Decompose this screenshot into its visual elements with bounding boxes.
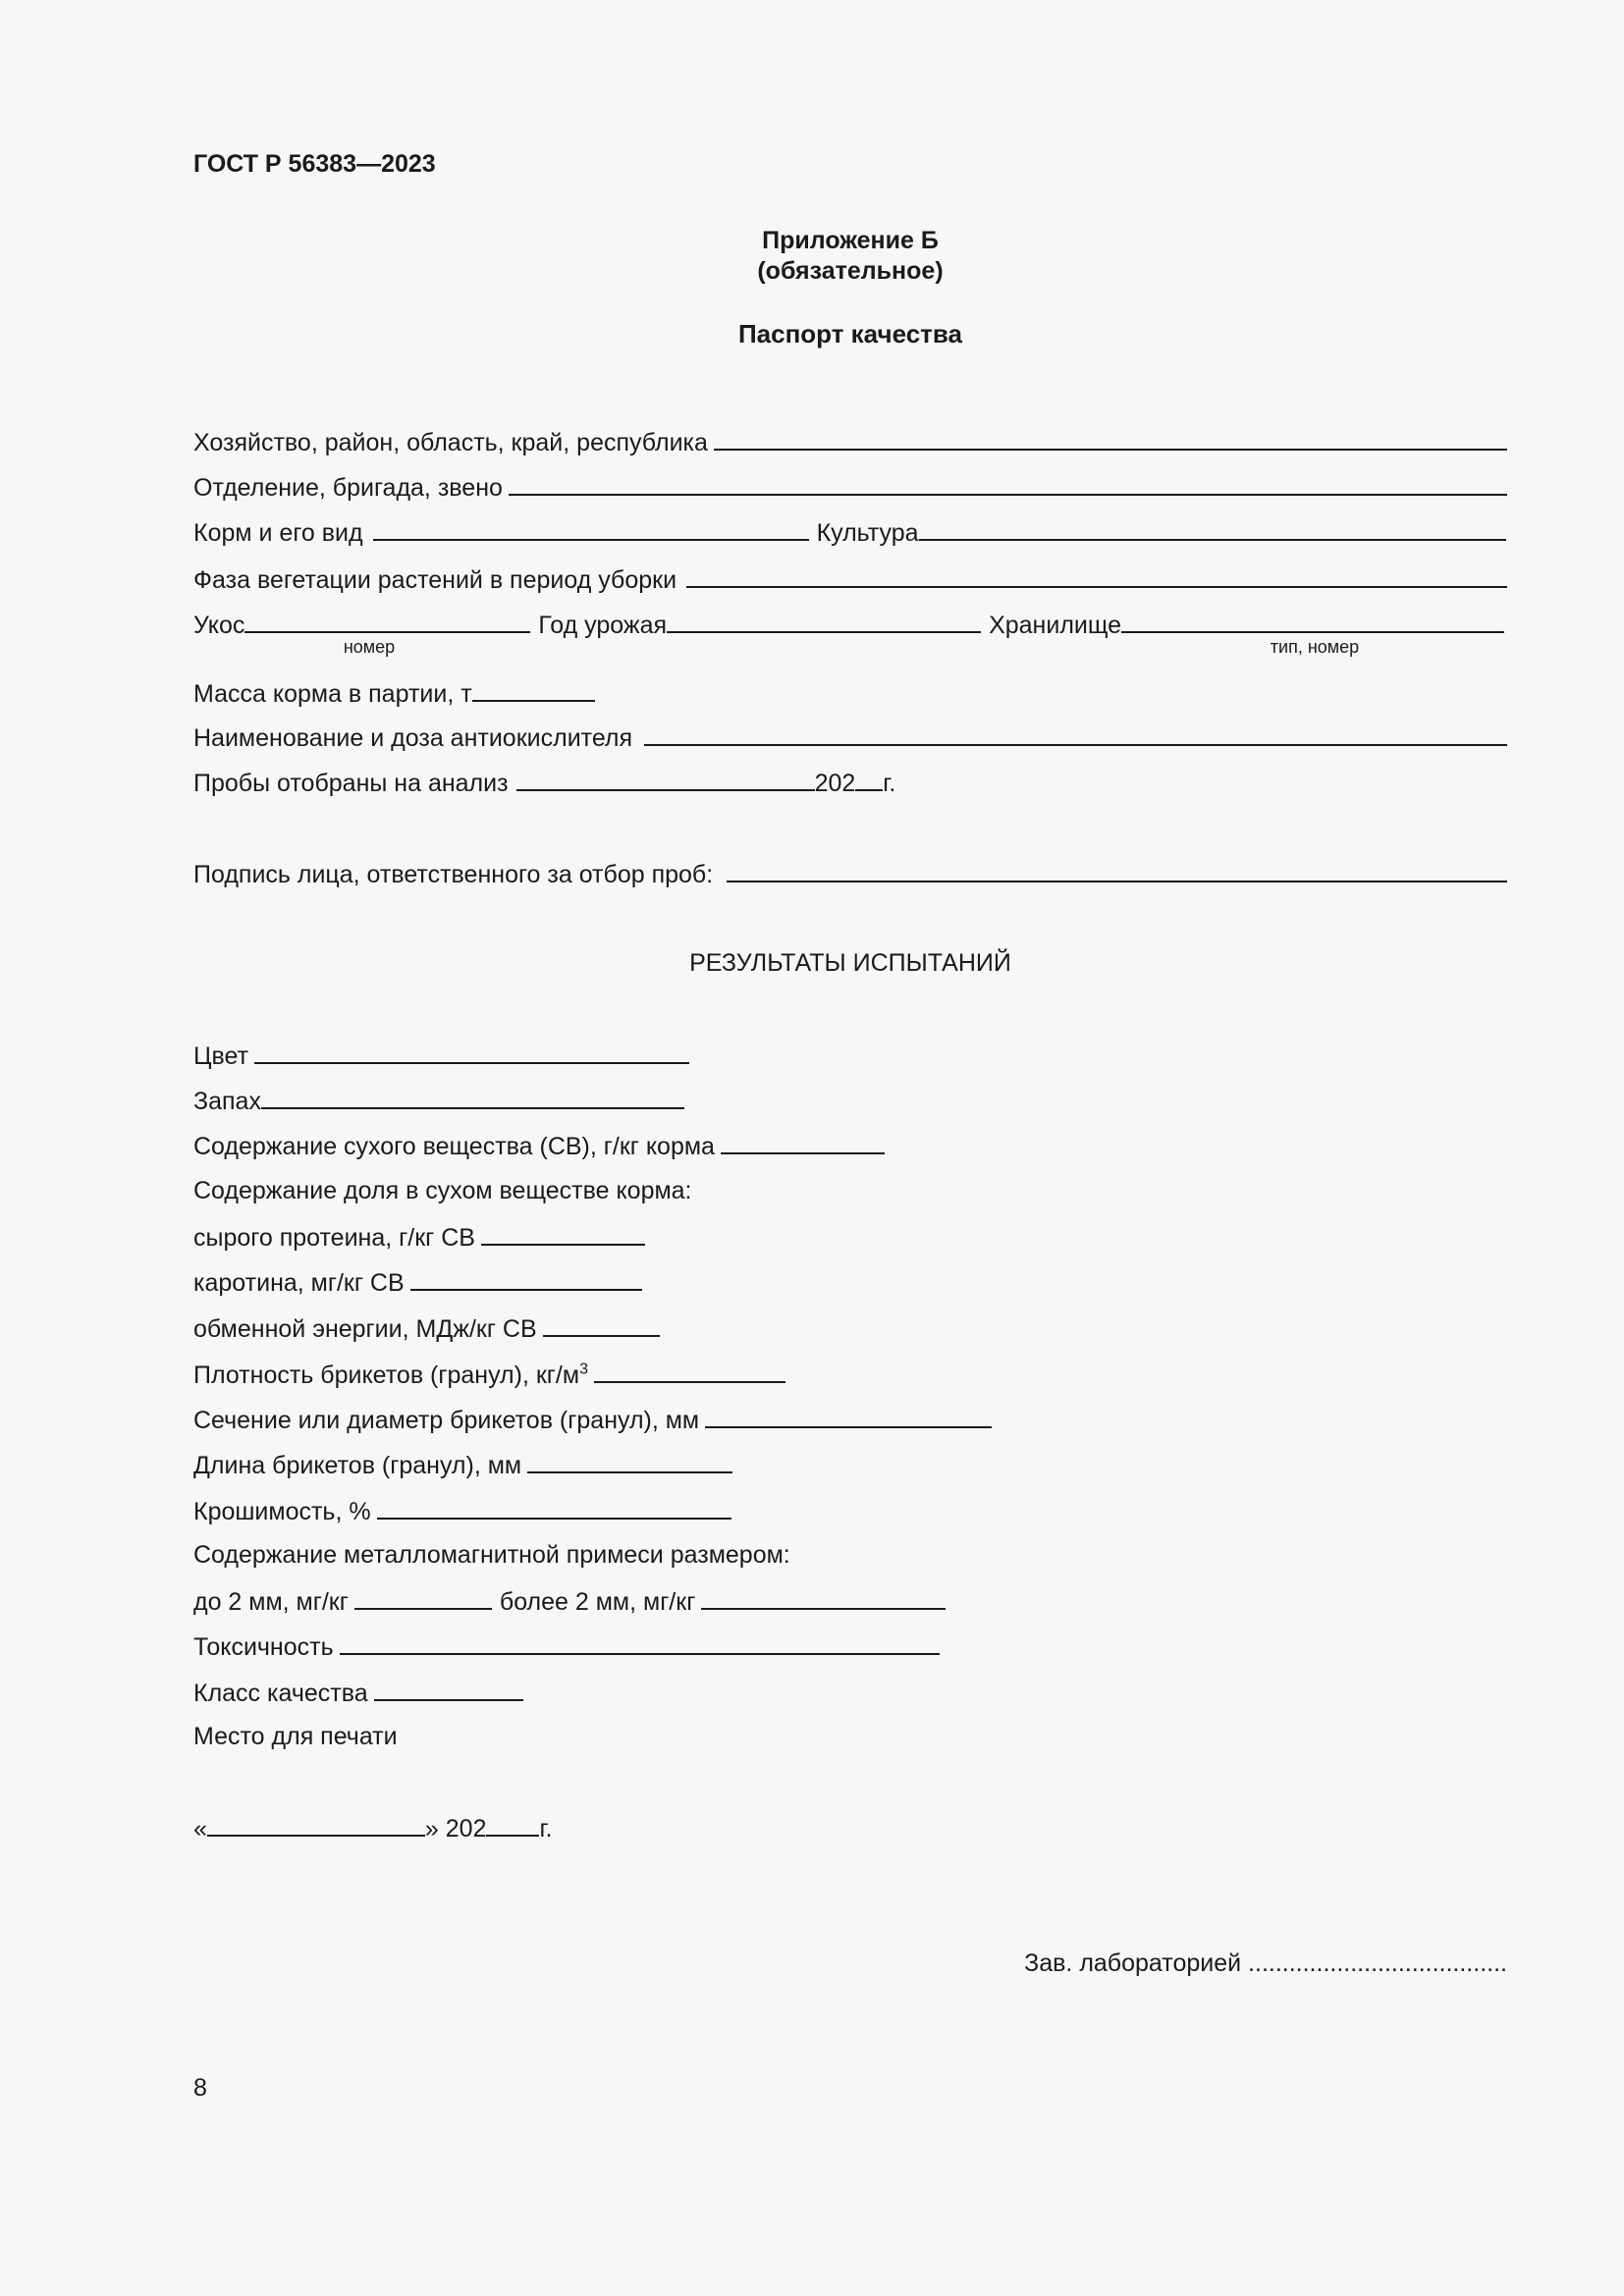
document-title: Паспорт качества [737, 319, 963, 348]
cut-label: Укос [193, 612, 245, 639]
division-input[interactable] [509, 468, 1507, 496]
samples-year-suffix: г. [883, 770, 896, 797]
farm-label: Хозяйство, район, область, край, республика [193, 429, 708, 456]
length-input[interactable] [527, 1446, 732, 1473]
energy-label: обменной энергии, МДж/кг СВ [193, 1315, 537, 1343]
section-field [193, 1401, 992, 1436]
page-number: 8 [193, 2074, 207, 2102]
color-label: Цвет [193, 1042, 249, 1070]
carotene-input[interactable] [410, 1263, 642, 1291]
year-input[interactable] [667, 606, 981, 633]
protein-label: сырого протеина, г/кг СВ [193, 1224, 475, 1252]
energy-field [193, 1309, 660, 1345]
crumbling-input[interactable] [377, 1492, 731, 1520]
energy-input[interactable] [543, 1309, 660, 1337]
toxicity-field [193, 1628, 940, 1663]
crop-input[interactable] [919, 513, 1506, 541]
farm-input[interactable] [714, 423, 1507, 451]
smell-label: Запах [193, 1088, 261, 1115]
toxicity-input[interactable] [340, 1628, 940, 1655]
standard-number: ГОСТ Р 56383—2023 [193, 150, 436, 178]
crop-label: Культура [816, 519, 919, 547]
protein-input[interactable] [481, 1218, 645, 1246]
samples-year-prefix: 202 [814, 770, 856, 797]
feed-crop-row [193, 513, 1507, 549]
smell-field [193, 1082, 684, 1117]
division-label: Отделение, бригада, звено [193, 474, 503, 502]
toxicity-label: Токсичность [193, 1633, 334, 1661]
color-input[interactable] [254, 1037, 689, 1064]
phase-field [193, 561, 1507, 596]
antioxidant-label: Наименование и доза антиокислителя [193, 724, 633, 752]
length-label: Длина брикетов (гранул), мм [193, 1452, 522, 1479]
smell-input[interactable] [261, 1082, 684, 1109]
antioxidant-input[interactable] [644, 719, 1507, 746]
length-field [193, 1446, 732, 1481]
protein-field [193, 1218, 645, 1254]
samples-field [193, 764, 895, 799]
quality-class-input[interactable] [374, 1674, 523, 1701]
crumbling-field [193, 1492, 731, 1527]
metal-field [193, 1582, 946, 1618]
lab-head-signature: Зав. лабораторией ...................................... [1024, 1949, 1507, 1977]
farm-field [193, 423, 1507, 458]
antioxidant-field [193, 719, 1507, 754]
metal-large-input[interactable] [701, 1582, 946, 1610]
share-header: Содержание доля в сухом веществе корма: [193, 1177, 692, 1204]
quality-class-label: Класс качества [193, 1680, 368, 1707]
metal-large-label: более 2 мм, мг/кг [499, 1588, 696, 1616]
annex-title: Приложение Б [762, 227, 939, 254]
samples-label: Пробы отобраны на анализ [193, 770, 509, 797]
carotene-label: каротина, мг/кг СВ [193, 1269, 405, 1297]
date-suffix: г. [539, 1815, 553, 1842]
year-label: Год урожая [538, 612, 668, 639]
metal-small-label: до 2 мм, мг/кг [193, 1588, 349, 1616]
division-field [193, 468, 1507, 504]
storage-hint: тип, номер [1270, 637, 1360, 657]
section-label: Сечение или диаметр брикетов (гранул), мм [193, 1407, 700, 1434]
density-field [193, 1356, 785, 1391]
dry-matter-input[interactable] [721, 1127, 885, 1154]
date-year-prefix: » 202 [424, 1815, 487, 1842]
dry-matter-label: Содержание сухого вещества (СВ), г/кг корма [193, 1133, 715, 1160]
section-input[interactable] [705, 1401, 992, 1428]
signature-input[interactable] [727, 855, 1507, 882]
storage-input[interactable] [1121, 606, 1504, 633]
density-label: Плотность брикетов (гранул), кг/м [193, 1362, 580, 1389]
samples-year-input[interactable] [855, 764, 883, 791]
date-day-month-input[interactable] [207, 1809, 425, 1837]
mass-input[interactable] [472, 674, 595, 702]
metal-small-input[interactable] [354, 1582, 492, 1610]
phase-input[interactable] [686, 561, 1507, 588]
storage-label: Хранилище [989, 612, 1122, 639]
seal-place: Место для печати [193, 1723, 398, 1750]
carotene-field [193, 1263, 642, 1299]
signature-label: Подпись лица, ответственного за отбор проб: [193, 861, 714, 888]
density-superscript: 3 [579, 1361, 588, 1378]
cut-year-storage-row [193, 606, 1504, 641]
feed-label: Корм и его вид [193, 519, 363, 547]
results-title: РЕЗУЛЬТАТЫ ИСПЫТАНИЙ [689, 949, 1011, 977]
cut-hint: номер [343, 637, 396, 657]
density-input[interactable] [594, 1356, 785, 1383]
annex-status: (обязательное) [757, 257, 944, 285]
cut-input[interactable] [244, 606, 530, 633]
metal-header: Содержание металломагнитной примеси размером: [193, 1541, 790, 1569]
date-year-input[interactable] [486, 1809, 539, 1837]
dry-matter-field [193, 1127, 885, 1162]
date-open: « [193, 1815, 207, 1842]
signature-field [193, 855, 1507, 890]
feed-input[interactable] [373, 513, 809, 541]
samples-date-input[interactable] [516, 764, 815, 791]
mass-label: Масса корма в партии, т [193, 680, 472, 708]
phase-label: Фаза вегетации растений в период уборки [193, 566, 677, 594]
mass-field [193, 674, 595, 710]
color-field [193, 1037, 689, 1072]
quality-class-field [193, 1674, 523, 1709]
crumbling-label: Крошимость, % [193, 1498, 371, 1525]
date-field [193, 1809, 552, 1844]
